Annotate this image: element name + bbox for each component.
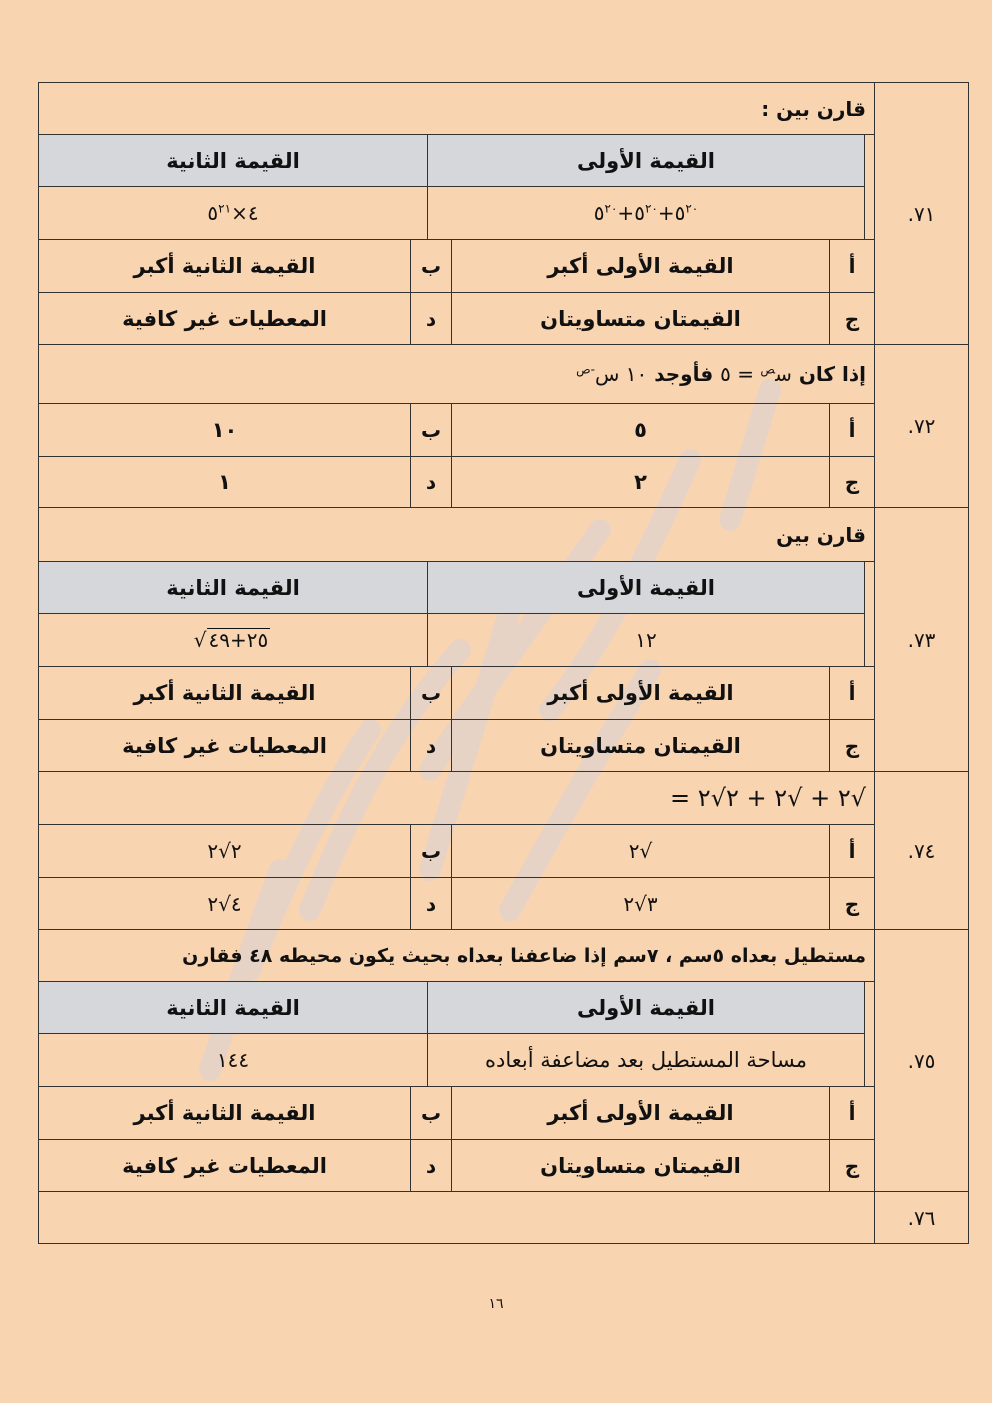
q74-number: ٧٤.	[874, 771, 969, 930]
q71-option-b[interactable]: القيمة الثانية أكبر	[38, 239, 411, 293]
q74-option-c[interactable]: ٣√٢	[451, 877, 830, 930]
q72-option-d-letter: د	[410, 456, 452, 508]
q74-option-d[interactable]: ٤√٢	[38, 877, 411, 930]
page-number: ١٦	[488, 1296, 504, 1312]
q75-option-d[interactable]: المعطيات غير كافية	[38, 1139, 411, 1192]
q75-option-d-letter: د	[410, 1139, 452, 1192]
q74-prompt: √٢ + √٢ + ٢√٢ =	[38, 771, 875, 825]
q71-number: ٧١.	[874, 82, 969, 345]
q73-option-d[interactable]: المعطيات غير كافية	[38, 719, 411, 772]
q73-col1-header: القيمة الأولى	[427, 561, 865, 614]
q76-prompt	[38, 1191, 875, 1244]
q72-prompt	[38, 344, 875, 404]
q75-col1-header: القيمة الأولى	[427, 981, 865, 1034]
q75-option-c[interactable]: القيمتان متساويتان	[451, 1139, 830, 1192]
q73-option-c[interactable]: القيمتان متساويتان	[451, 719, 830, 772]
q72-option-b[interactable]: ١٠	[38, 403, 411, 457]
q71-prompt: قارن بين :	[38, 82, 875, 135]
q74-option-b[interactable]: ٢√٢	[38, 824, 411, 878]
q73-option-d-letter: د	[410, 719, 452, 772]
q72-prompt-expr: س$^ص$ = ٥	[720, 362, 792, 386]
q71-option-a[interactable]: القيمة الأولى أكبر	[451, 239, 830, 293]
q73-option-b[interactable]: القيمة الثانية أكبر	[38, 666, 411, 720]
q75-option-b-letter: ب	[410, 1086, 452, 1140]
q72-option-b-letter: ب	[410, 403, 452, 457]
q73-option-a-letter: أ	[829, 666, 875, 720]
q71-col2-header: القيمة الثانية	[38, 134, 428, 187]
q72-number: ٧٢.	[874, 344, 969, 508]
q75-option-c-letter: ج	[829, 1139, 875, 1192]
q71-value2: $٤\times ٥^{٢١}$	[38, 186, 428, 240]
q71-col1-header: القيمة الأولى	[427, 134, 865, 187]
q73-option-a[interactable]: القيمة الأولى أكبر	[451, 666, 830, 720]
q71-option-c-letter: ج	[829, 292, 875, 345]
q73-prompt: قارن بين	[38, 507, 875, 562]
q71-option-b-letter: ب	[410, 239, 452, 293]
q71-option-c[interactable]: القيمتان متساويتان	[451, 292, 830, 345]
q74-option-a[interactable]: √٢	[451, 824, 830, 878]
q75-value2: ١٤٤	[38, 1033, 428, 1087]
q74-option-d-letter: د	[410, 877, 452, 930]
q72-option-d[interactable]: ١	[38, 456, 411, 508]
q75-option-b[interactable]: القيمة الثانية أكبر	[38, 1086, 411, 1140]
q72-option-a-letter: أ	[829, 403, 875, 457]
q72-option-c[interactable]: ٢	[451, 456, 830, 508]
q72-option-a[interactable]: ٥	[451, 403, 830, 457]
q72-option-c-letter: ج	[829, 456, 875, 508]
q71-value1: $٥^{٢٠}+٥^{٢٠}+٥^{٢٠}$	[427, 186, 865, 240]
q71-option-d[interactable]: المعطيات غير كافية	[38, 292, 411, 345]
q73-option-b-letter: ب	[410, 666, 452, 720]
q75-number: ٧٥.	[874, 929, 969, 1192]
questions-table	[38, 82, 969, 1244]
q74-option-c-letter: ج	[829, 877, 875, 930]
q72-prompt-part2: فأوجد	[654, 362, 714, 386]
q75-option-a[interactable]: القيمة الأولى أكبر	[451, 1086, 830, 1140]
q73-value1: ١٢	[427, 613, 865, 667]
q75-value1: مساحة المستطيل بعد مضاعفة أبعاده	[427, 1033, 865, 1087]
q73-number: ٧٣.	[874, 507, 969, 772]
q73-value2: ٢٥+٤٩√	[38, 613, 428, 667]
q74-option-a-letter: أ	[829, 824, 875, 878]
q72-prompt-expr2: ١٠ س$^{-ص}$	[576, 362, 648, 386]
q71-option-a-letter: أ	[829, 239, 875, 293]
q75-prompt: مستطيل بعداه ٥سم ، ٧سم إذا ضاعفنا بعداه بحيث يكون محيطه ٤٨ فقارن	[38, 929, 875, 982]
q75-option-a-letter: أ	[829, 1086, 875, 1140]
q73-col2-header: القيمة الثانية	[38, 561, 428, 614]
q74-option-b-letter: ب	[410, 824, 452, 878]
q71-option-d-letter: د	[410, 292, 452, 345]
q75-col2-header: القيمة الثانية	[38, 981, 428, 1034]
q73-option-c-letter: ج	[829, 719, 875, 772]
q72-prompt-part1: إذا كان	[798, 362, 866, 386]
q76-number: ٧٦.	[874, 1191, 969, 1244]
